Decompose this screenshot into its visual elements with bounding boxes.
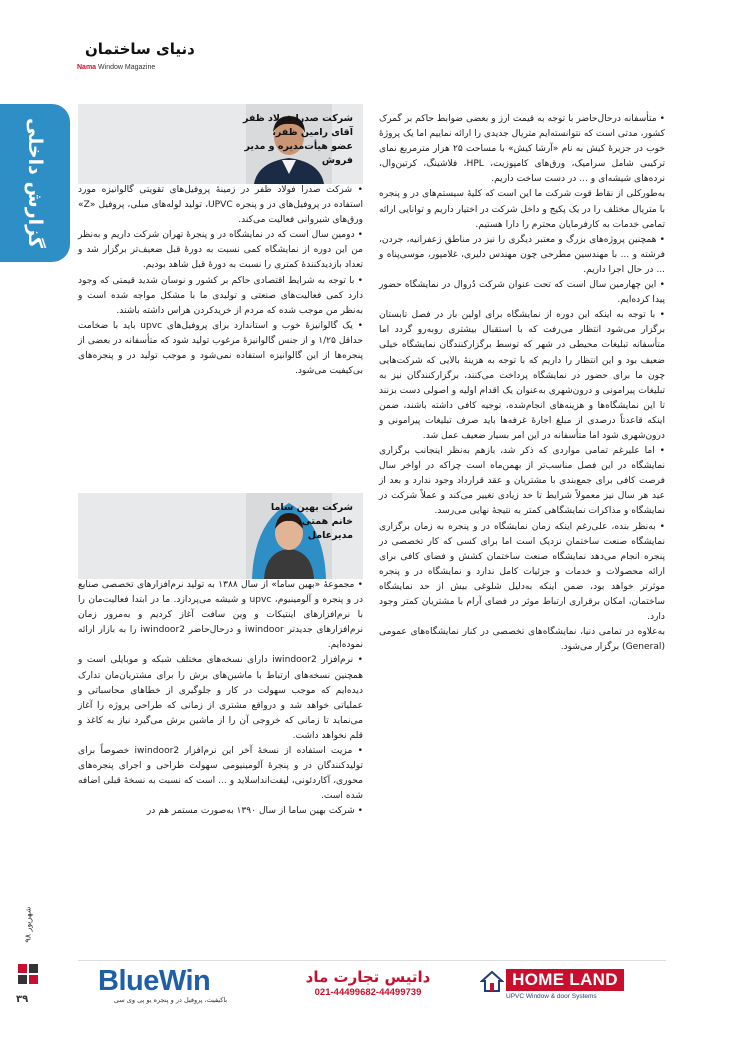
paragraph: • با توجه به اینکه این دوره از نمایشگاه برای اولین بار در فصل تابستان برگزار می‌شود انتظار می‌رفت که با استقبال بیشتری روبه‌رو گردد اما متأسفانه تبلیغات محیطی در شهر که توسط برگزارکنندگان نمایشگاه خیلی ضعیف بود و این انتظار را داریم که با توجه به هزینۀ بالایی که شرکت‌هایی چون ما برای حضور در نمایشگاه پرداخت می‌کنند، برگزارکنندگان نیز به تبلیغات پیرامونی و درون‌شهری به‌عنوان یک اقدام اولیه و اصولی دست بزنند تا این نمایشگاه‌ها و هزینه‌های انجام‌شده، توجیه کافی داشته باشند، ضمن اینکه قاعدتاً درصدی از مبلغ اجارۀ غرفه‌ها باید صرف تبلیغات پیرامونی و درون‌شهری شود اما متأسفانه در این امر بسیار ضعیف عمل شد. — [379, 310, 665, 441]
magazine-logo — [77, 40, 195, 80]
paragraph: • مجموعۀ «بهین ساما» از سال ۱۳۸۸ به تولید نرم‌افزارهای تخصصی صنایع در و پنجره و آلومینیوم، upvc و شیشه می‌پردازد. ما در ابتدا فعالیت‌مان را با نرم‌افزارهای اینتیکات و وین سافت آغاز کردیم و به‌مرور زمان نرم‌افزارهای جدیدتر iwindoor و درحال‌حاضر iwindoor2 را به بازار ارائه نموده‌ایم. — [78, 580, 364, 651]
paragraph: • همچنین پروژه‌های بزرگ و معتبر دیگری را نیز در مناطق زعفرانیه، جردن، فرشته و ... با مهندسین مطرحی چون مهندس دلیری، غلامپور، موسی‌پناه و ... در حال اجرا داریم. — [379, 234, 665, 275]
homeland-ad[interactable] — [480, 965, 666, 1007]
homeland-sub: UPVC Window & door Systems — [506, 993, 597, 1000]
profile-box-behinsama — [78, 493, 363, 579]
paragraph: • شرکت صدرا فولاد ظفر در زمینۀ پروفیل‌های تقویتی گالوانیزه مورد استفاده در پروفیل‌های در و پنجره UPVC، تولید لوله‌های مبلی، پروفیل «Z» ورق‌های شیروانی فعالیت می‌کند. — [78, 185, 363, 226]
profile1-company: شرکت صدرا فولاد ظفر — [243, 113, 353, 124]
magazine-brand: Nama — [77, 64, 97, 71]
magazine-subtitle-text: Window Magazine — [98, 64, 156, 71]
datis-ad[interactable] — [293, 967, 443, 1007]
paragraph: • متأسفانه درحال‌حاضر با توجه به قیمت ارز و بعضی ضوابط حاکم بر گمرک کشور، مدتی است که نتوانسته‌ایم متریال جدیدی را ارائه نماییم اما یک پروژۀ خوب در جزیرۀ کیش به نام «آرشا کیش» با مساحت ۲۵ هزار مترمربع نمای ترکیبی شامل سرامیک، ورق‌های کامپوزیت، HPL، فلاشینگ، کرتین‌وال، نرده‌های شیشه‌ای و ... در دست ساخت داریم. — [378, 114, 665, 185]
magazine-name: دنیای ساختمان — [85, 40, 195, 58]
datis-phone: 021-44499682-44499739 — [314, 987, 422, 998]
paragraph: • با توجه به شرایط اقتصادی حاکم بر کشور و نوسان شدید قیمتی که وجود دارد کمی فعالیت‌های صنعتی و تولیدی ما با مشکل مواجه شده است و به‌نظر من موجب شده که مردم از خریدکردن هراس داشته باشند. — [78, 275, 363, 316]
datis-title: داتیس تجارت ماد — [305, 968, 431, 986]
house-icon — [480, 969, 504, 993]
bluewin-tagline: باکیفیت، پروفیل در و پنجره یو پی وی سی — [113, 996, 228, 1004]
profile2-role: مدیرعامل — [307, 530, 353, 541]
profile-box-sadra — [78, 104, 363, 184]
left-top-column-text — [78, 183, 363, 379]
issue-date-text: شهریور ۹۸ — [23, 906, 33, 943]
paragraph: • شرکت بهین ساما از سال ۱۳۹۰ به‌صورت مستمر هم در — [146, 806, 363, 817]
magazine-subtitle — [77, 64, 155, 71]
right-column-text — [379, 112, 665, 655]
paragraph: • مزیت استفاده از نسخۀ آخر این نرم‌افزار iwindoor2 خصوصاً برای تولیدکنندگان در و پنجرۀ آلومینیومی سهولت طراحی و اجرای پنجره‌های محوری، آکاردئونی، لیفت‌اند‌اسلاید و ... است که نسبت به نسخۀ قبلی اضافه شده است. — [78, 746, 363, 802]
profile1-role: عضو هیأت‌مدیره و مدیر فروش — [244, 141, 353, 166]
paragraph: • نرم‌افزار iwindoor2 دارای نسخه‌های مختلف شبکه و موبایلی است و همچنین نسخه‌های ارتباط با ماشین‌های برش را برای مشتریان‌مان تدارک دیده‌ایم که موجب سهولت در کار و جلوگیری از خطاهای محاسباتی و عملیاتی خواهد شد و درواقع مشتری از زمانی که طراحی پروژه را آغاز می‌نماید تا زمانی که خروجی آن را از ماشین برش می‌گیرد نیاز به کاغذ و قلم نخواهد داشت. — [78, 655, 363, 741]
paragraph: به‌طورکلی از نقاط قوت شرکت ما این است که کلیۀ سیستم‌های در و پنجره با متریال مختلف را در یک پکیج و داخل شرکت در اختیار داریم و توانایی ارائه تمامی خدمات به کارفرمایان محترم را دارا هستیم. — [379, 189, 665, 230]
homeland-logo: HOME LAND — [506, 969, 624, 991]
page-number: ۳۹ — [16, 994, 29, 1005]
section-tab-label: گزارش داخلی — [24, 117, 46, 249]
profile2-company: شرکت بهین ساما — [270, 502, 353, 513]
paragraph: • این چهارمین سال است که تحت عنوان شرکت دُروال در نمایشگاه حضور پیدا کرده‌ایم. — [379, 280, 665, 306]
issue-date — [18, 890, 38, 970]
paragraph: • به‌نظر بنده، علی‌رغم اینکه زمان نمایشگاه در و پنجره به زمان برگزاری نمایشگاه صنعت ساختمان نزدیک است اما برای کسی که کار تخصصی در پنجره انجام می‌دهد نمایشگاه صنعت ساختمان کشش و فضای کافی برای ارائه محصولات و خدمات و جزئیات کامل ندارد و نمایشگاه در و پنجره موثرتر خواهد بود، ضمن اینکه به‌دلیل شلوغی بیش از حد نمایشگاه ساختمان، امکان برقراری ارتباط موثر در فضای آرام با مشتریان کمتر وجود دارد. — [379, 521, 665, 623]
paragraph: به‌علاوه در تمامی دنیا، نمایشگاه‌های تخصصی در کنار نمایشگاه‌های عمومی (General) برگزار می‌شود. — [379, 627, 665, 653]
footer-ads — [78, 960, 666, 1009]
paragraph: • دومین سال است که در نمایشگاه در و پنجرۀ تهران شرکت داریم و به‌نظر من این دوره از نمایشگاه کمی نسبت به دورۀ قبل ضعیف‌تر برگزار شد و تعداد بازدیدکنندۀ کمتری را نسبت به دورۀ قبل شاهد بودیم. — [78, 230, 363, 271]
section-tab — [0, 104, 70, 262]
paragraph: • اما علیرغم تمامی مواردی که ذکر شد، بازهم به‌نظر اینجانب برگزاری نمایشگاه در این فصل مناسب‌تر از بهمن‌ماه است چراکه در اواخر سال فرصت کافی برای جمع‌بندی با مشتریان و عقد قرارداد وجود ندارد و بعد از عید هر سال نیز معمولاً شرایط تا حد زیادی تغییر می‌کند و عملاً شرکت در نمایشگاه و مذاکرات نمایشگاهی کمتر به نتیجۀ نهایی می‌رسد. — [379, 446, 665, 517]
profile1-person: آقای رامین ظفر، — [272, 127, 353, 138]
left-bottom-column-text — [78, 578, 363, 820]
bluewin-logo: BlueWin — [98, 965, 211, 997]
paragraph: • یک گالوانیزۀ خوب و استاندارد برای پروفیل‌های upvc باید با ضخامت حداقل ۱/۲۵ و از جنس گالوانیزۀ مرغوب تولید شود که متأسفانه در بعضی از پنجره‌ها از این گالوانیزه استفاده نمی‌شود و موجب تولید در و پنجره‌های بی‌کیفیت می‌شود. — [78, 320, 363, 377]
bluewin-ad[interactable] — [98, 966, 243, 1006]
profile2-person: خانم همتی، — [298, 516, 353, 527]
